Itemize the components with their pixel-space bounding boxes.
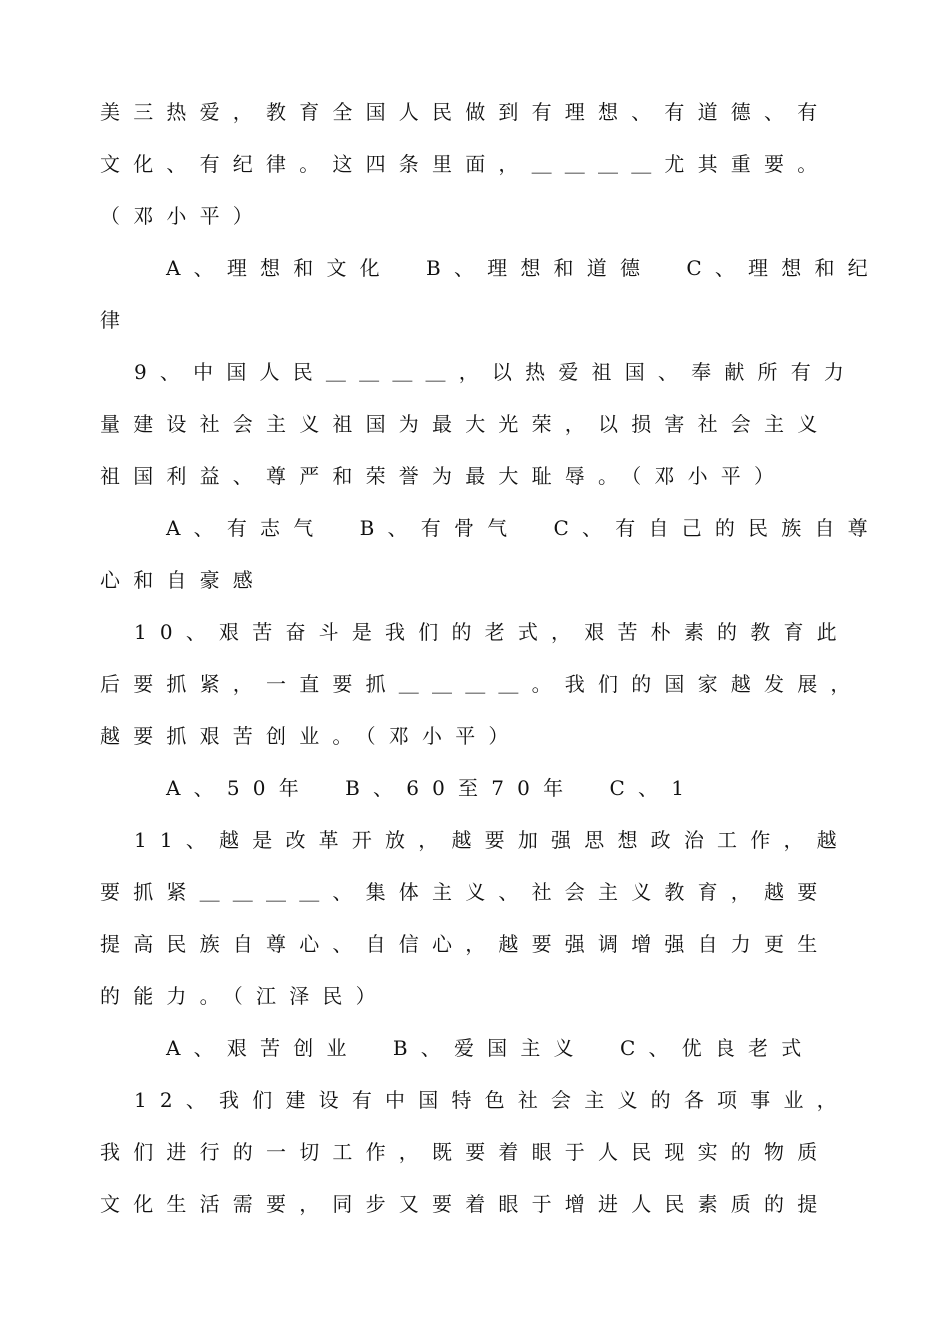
text-line: 文化生活需要，同步又要着眼于增进人民素质的提: [100, 1192, 831, 1216]
text-line: 后要抓紧，一直要抓＿＿＿＿。我们的国家越发展，: [100, 672, 864, 696]
text-line: 量建设社会主义祖国为最大光荣，以损害社会主义: [100, 412, 831, 436]
question-11: 11、越是改革开放，越要加强思想政治工作，越: [134, 828, 850, 852]
text-line: 律: [100, 308, 134, 332]
question-12: 12、我们建设有中国特色社会主义的各项事业，: [134, 1088, 850, 1112]
answer-options: A、有志气 B、有骨气 C、有自己的民族自尊: [166, 516, 881, 540]
text-line: 要抓紧＿＿＿＿、集体主义、社会主义教育，越要: [100, 880, 831, 904]
answer-options: A、理想和文化 B、理想和道德 C、理想和纪: [166, 256, 881, 280]
question-9: 9、中国人民＿＿＿＿，以热爱祖国、奉献所有力: [134, 360, 858, 384]
text-line: 越要抓艰苦创业。（邓小平）: [100, 724, 522, 748]
text-line: 提高民族自尊心、自信心，越要强调增强自力更生: [100, 932, 831, 956]
text-line: 美三热爱，教育全国人民做到有理想、有道德、有: [100, 100, 831, 124]
question-10: 10、艰苦奋斗是我们的老式，艰苦朴素的教育此: [134, 620, 850, 644]
text-line: 心和自豪感: [100, 568, 266, 592]
text-line: （邓小平）: [100, 204, 266, 228]
text-line: 我们进行的一切工作，既要着眼于人民现实的物质: [100, 1140, 831, 1164]
text-line: 祖国利益、尊严和荣誉为最大耻辱。（邓小平）: [100, 464, 788, 488]
answer-options: A、艰苦创业 B、爱国主义 C、优良老式: [166, 1036, 815, 1060]
text-line: 的能力。（江泽民）: [100, 984, 389, 1008]
text-line: 文化、有纪律。这四条里面，＿＿＿＿尤其重要。: [100, 152, 831, 176]
answer-options: A、50年 B、60至70年 C、1: [166, 776, 698, 800]
